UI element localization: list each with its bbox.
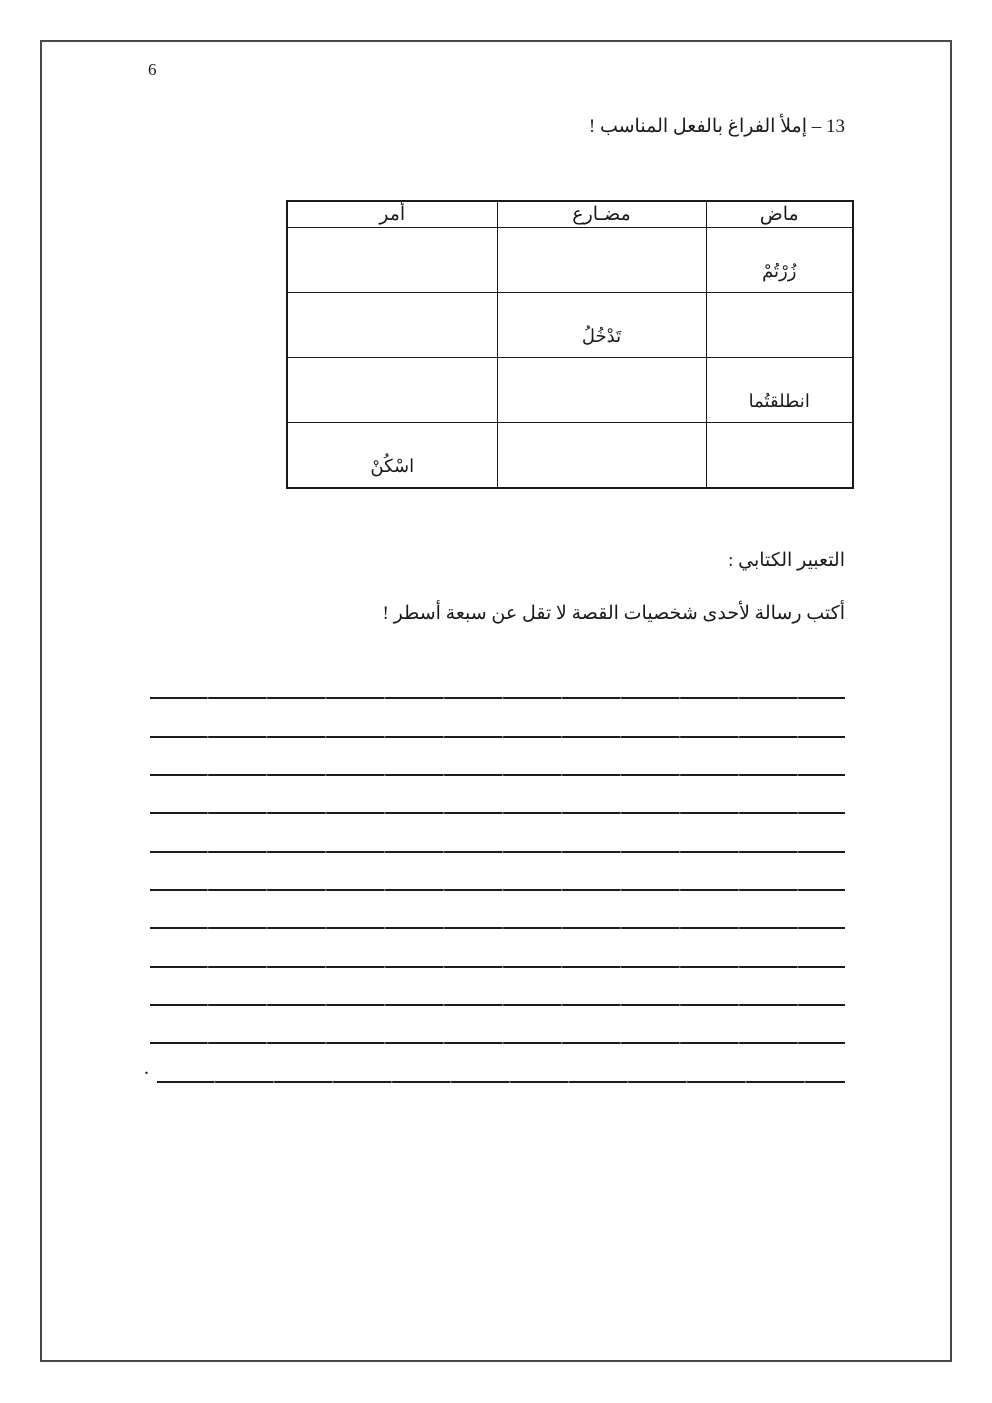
question-13-title: 13 – إملأ الفراغ بالفعل المناسب ! (588, 116, 845, 137)
cell-imperative-row2 (287, 293, 497, 358)
cell-imperative-row3 (287, 358, 497, 423)
writing-line (150, 927, 845, 929)
writing-line (150, 966, 845, 968)
table-row (287, 228, 853, 293)
writing-instruction: أكتب رسالة لأحدى شخصيات القصة لا تقل عن سبعة أسطر ! (382, 603, 845, 624)
writing-line-final (157, 1081, 845, 1083)
writing-line (150, 774, 845, 776)
table-header-row (287, 201, 853, 228)
cell-past-row1: زُرْتُمْ (706, 228, 853, 293)
writing-section-title: التعبير الكتابي : (728, 550, 845, 571)
writing-line (150, 1004, 845, 1006)
writing-line (150, 1042, 845, 1044)
writing-line (150, 812, 845, 814)
header-present-tense: مضـارع (497, 201, 706, 228)
cell-present-row1 (497, 228, 706, 293)
cell-present-row4 (497, 423, 706, 489)
verb-conjugation-table (286, 200, 854, 489)
writing-line (150, 889, 845, 891)
final-period: . (144, 1057, 149, 1079)
cell-present-row3 (497, 358, 706, 423)
cell-imperative-row4: اسْكُنْ (287, 423, 497, 489)
header-imperative: أمر (287, 201, 497, 228)
cell-present-row2: تَدْخُلُ (497, 293, 706, 358)
page-number: 6 (148, 60, 157, 79)
cell-past-row3: انطلقتُما (706, 358, 853, 423)
writing-line (150, 851, 845, 853)
table-row (287, 293, 853, 358)
cell-past-row4 (706, 423, 853, 489)
table-row (287, 358, 853, 423)
writing-line (150, 697, 845, 699)
header-past-tense: ماض (706, 201, 853, 228)
table-row (287, 423, 853, 489)
writing-line (150, 736, 845, 738)
cell-past-row2 (706, 293, 853, 358)
cell-imperative-row1 (287, 228, 497, 293)
